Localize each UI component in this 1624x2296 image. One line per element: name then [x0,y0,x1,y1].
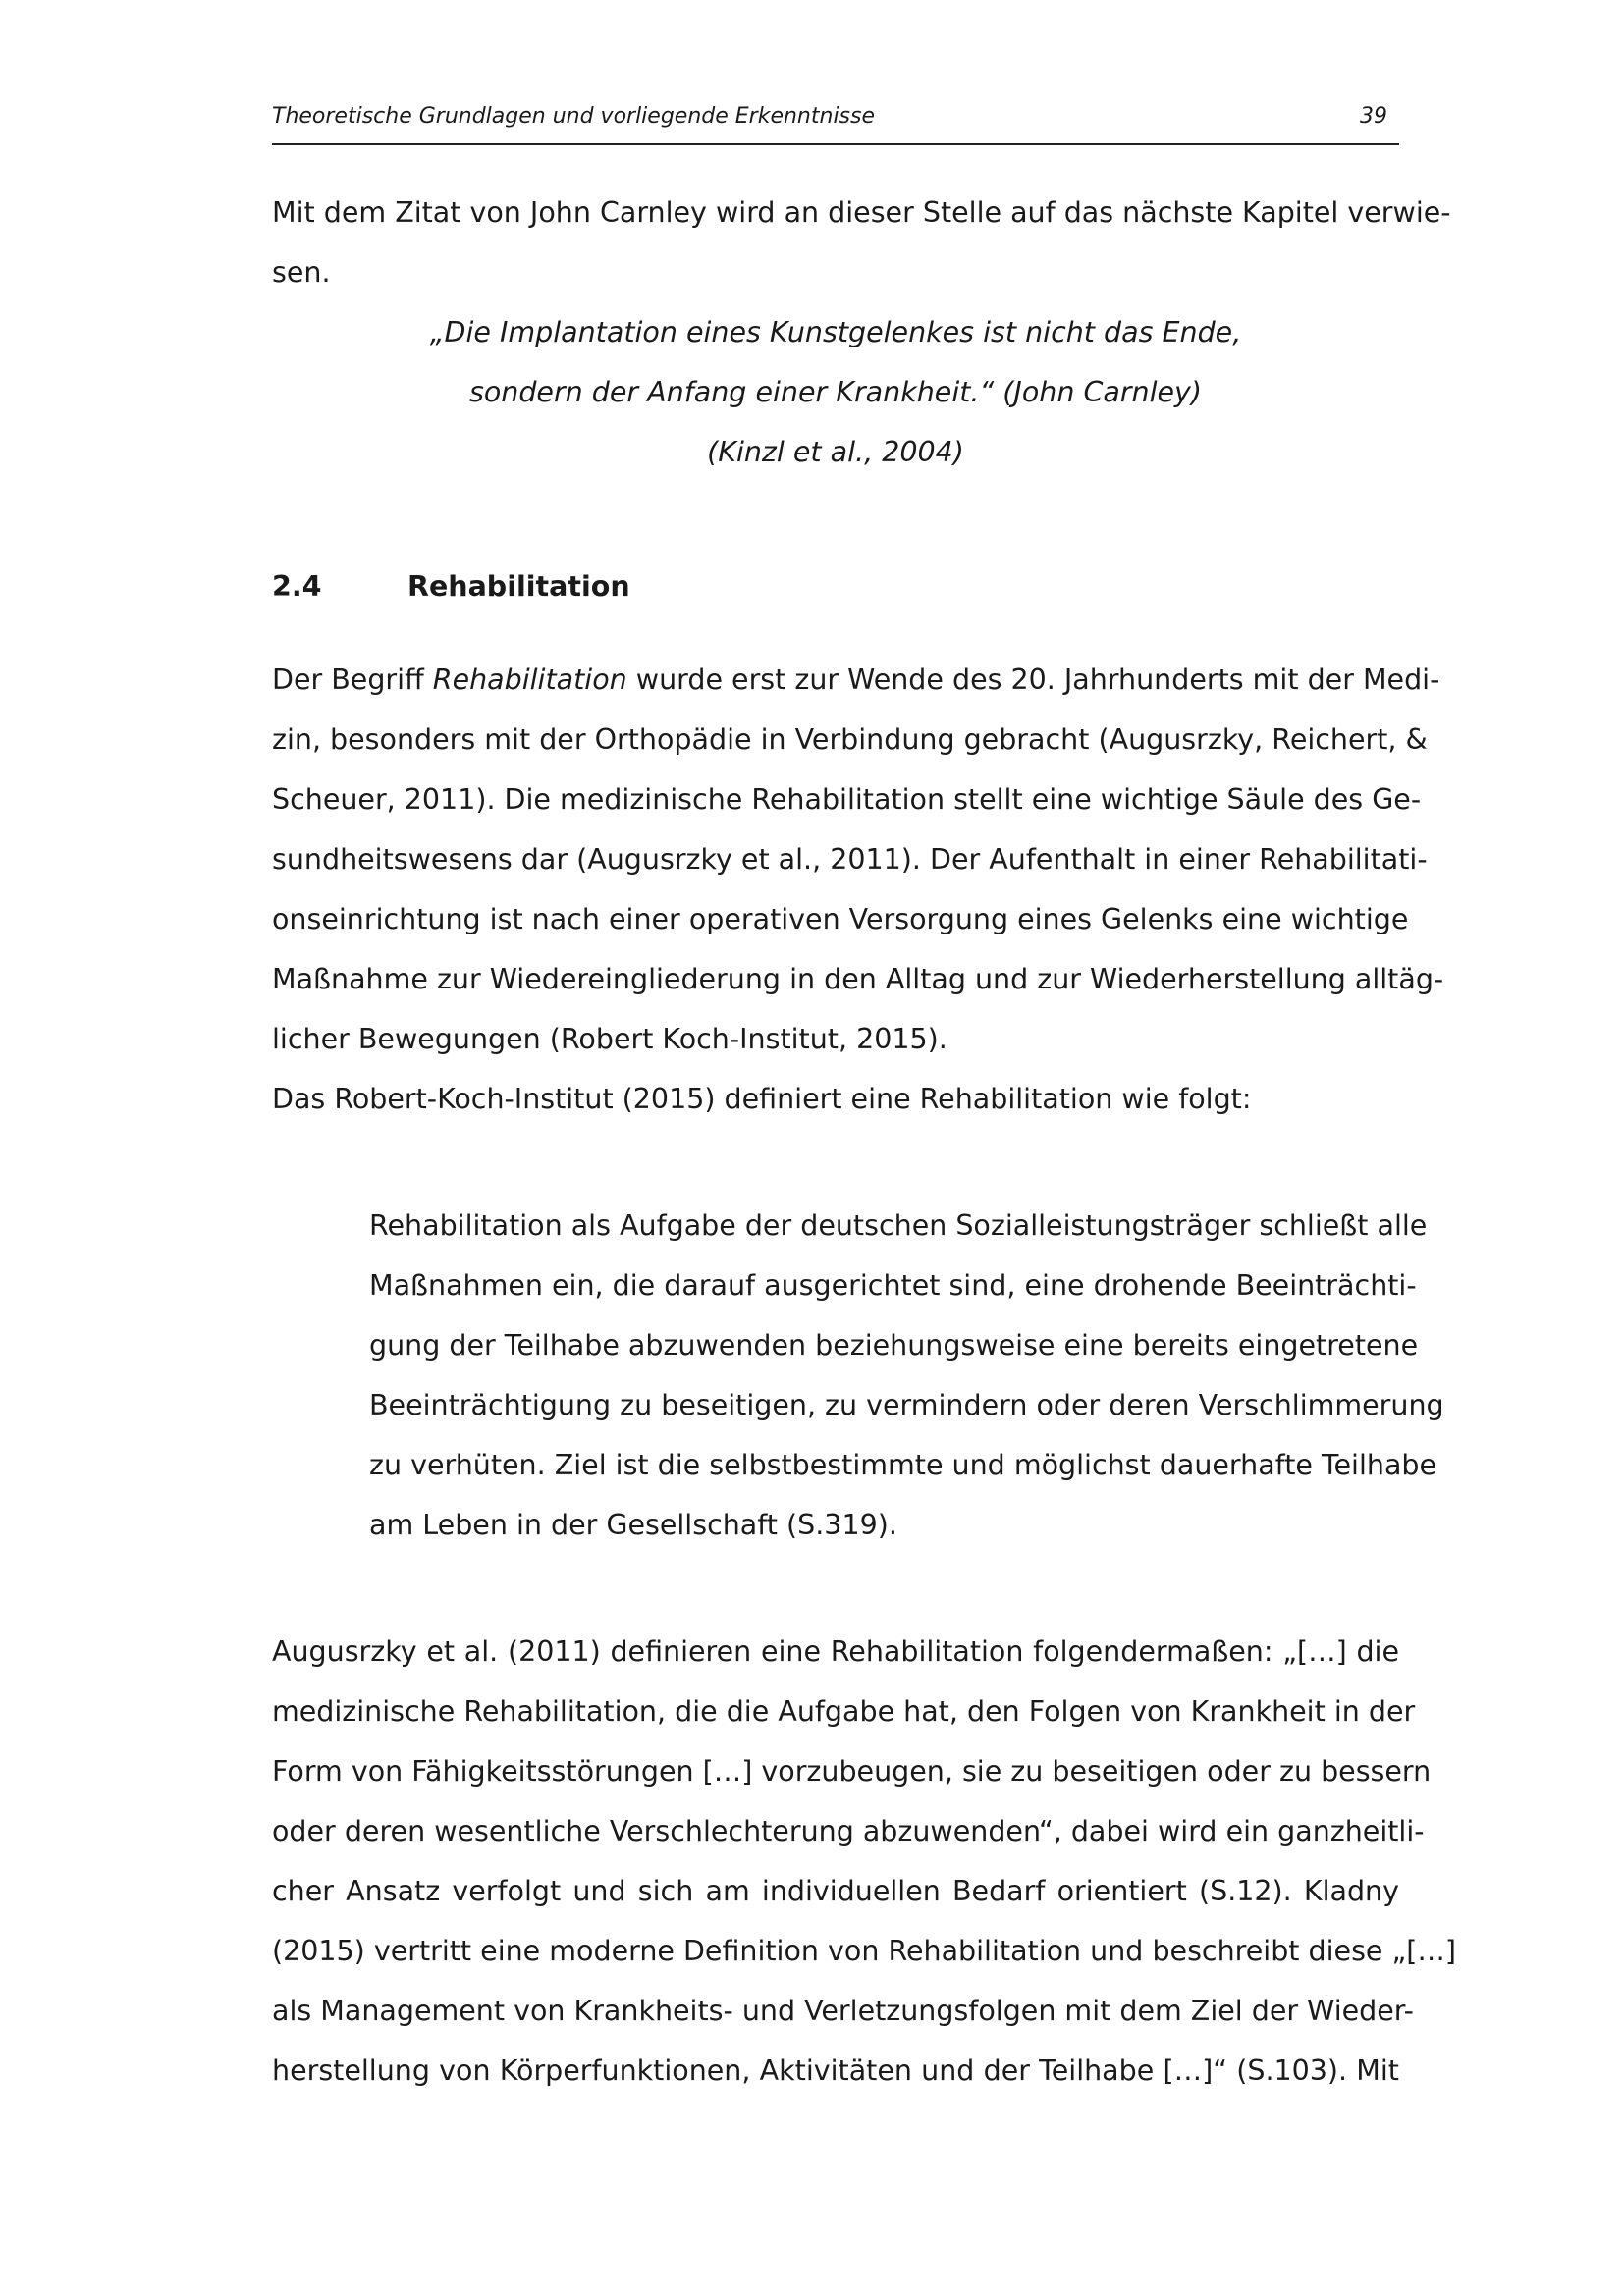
intro-paragraph [272,183,1451,302]
text-line: als Management von Krankheits- und Verletzungsfolgen mit dem Ziel der Wieder- [272,1995,1414,2027]
text-line: zin, besonders mit der Orthopädie in Verbindung gebracht (Augusrzky, Reichert, & [272,723,1428,756]
paragraph-definitions [272,1622,1457,2101]
header-title: Theoretische Grundlagen und vorliegende Erkenntnisse [272,104,876,129]
text-line: medizinische Rehabilitation, die die Aufgabe hat, den Folgen von Krankheit in der [272,1695,1416,1728]
epigraph-line: „Die Implantation eines Kunstgelenkes ist nicht das Ende, [429,316,1242,348]
text-line: cher Ansatz verfolgt und sich am individuellen Bedarf orientiert (S.12). Kladny [272,1875,1399,1907]
text-line: Das Robert-Koch-Institut (2015) definiert eine Rehabilitation wie folgt: [272,1083,1252,1115]
text-line: sen. [272,256,331,289]
quote-line: Beeinträchtigung zu beseitigen, zu vermindern oder deren Verschlimmerung [369,1389,1444,1421]
text-span: wurde erst zur Wende des 20. Jahrhunderts mit der Medi- [626,664,1440,696]
quote-line: zu verhüten. Ziel ist die selbstbestimmte und möglichst dauerhafte Teilhabe [369,1449,1437,1481]
section-title: Rehabilitation [407,570,630,603]
text-line: onseinrichtung ist nach einer operativen Versorgung eines Gelenks eine wichtige [272,903,1409,935]
epigraph [272,302,1399,482]
text-span: Der Begriff [272,664,433,696]
text-line [272,650,1440,710]
quote-line: Maßnahmen ein, die darauf ausgerichtet sind, eine drohende Beeinträchti- [369,1269,1417,1302]
block-quotation [369,1196,1444,1555]
text-line: (2015) vertritt eine moderne Definition von Rehabilitation und beschreibt diese „[…] [272,1935,1457,1967]
text-line: sundheitswesens dar (Augusrzky et al., 2011). Der Aufenthalt in einer Rehabilitati- [272,843,1428,876]
paragraph-definition-history [272,650,1444,1129]
text-line: Scheuer, 2011). Die medizinische Rehabilitation stellt eine wichtige Säule des Ge- [272,783,1422,816]
text-line: Augusrzky et al. (2011) definieren eine Rehabilitation folgendermaßen: „[…] die [272,1635,1399,1668]
quote-line: am Leben in der Gesellschaft (S.319). [369,1509,897,1541]
epigraph-citation: (Kinzl et al., 2004) [707,436,964,468]
text-line: licher Bewegungen (Robert Koch-Institut, 2015). [272,1023,947,1055]
text-line: Mit dem Zitat von John Carnley wird an dieser Stelle auf das nächste Kapitel verwie- [272,196,1451,229]
quote-line: gung der Teilhabe abzuwenden beziehungsweise eine bereits eingetretene [369,1329,1419,1362]
page-number: 39 [1360,104,1387,129]
quote-line: Rehabilitation als Aufgabe der deutschen Sozialleistungsträger schließt alle [369,1209,1428,1242]
section-number: 2.4 [272,570,322,603]
section-heading [272,567,630,607]
text-line: Form von Fähigkeitsstörungen […] vorzubeugen, sie zu beseitigen oder zu bessern [272,1755,1432,1788]
emphasized-term: Rehabilitation [432,664,627,696]
text-line: oder deren wesentliche Verschlechterung abzuwenden“, dabei wird ein ganzheitli- [272,1815,1425,1847]
epigraph-line: sondern der Anfang einer Krankheit.“ (John Carnley) [468,376,1203,408]
text-line: Maßnahme zur Wiedereingliederung in den Alltag und zur Wiederherstellung alltäg- [272,963,1444,995]
running-header [272,98,1399,145]
text-line: herstellung von Körperfunktionen, Aktivitäten und der Teilhabe […]“ (S.103). Mit [272,2055,1399,2087]
